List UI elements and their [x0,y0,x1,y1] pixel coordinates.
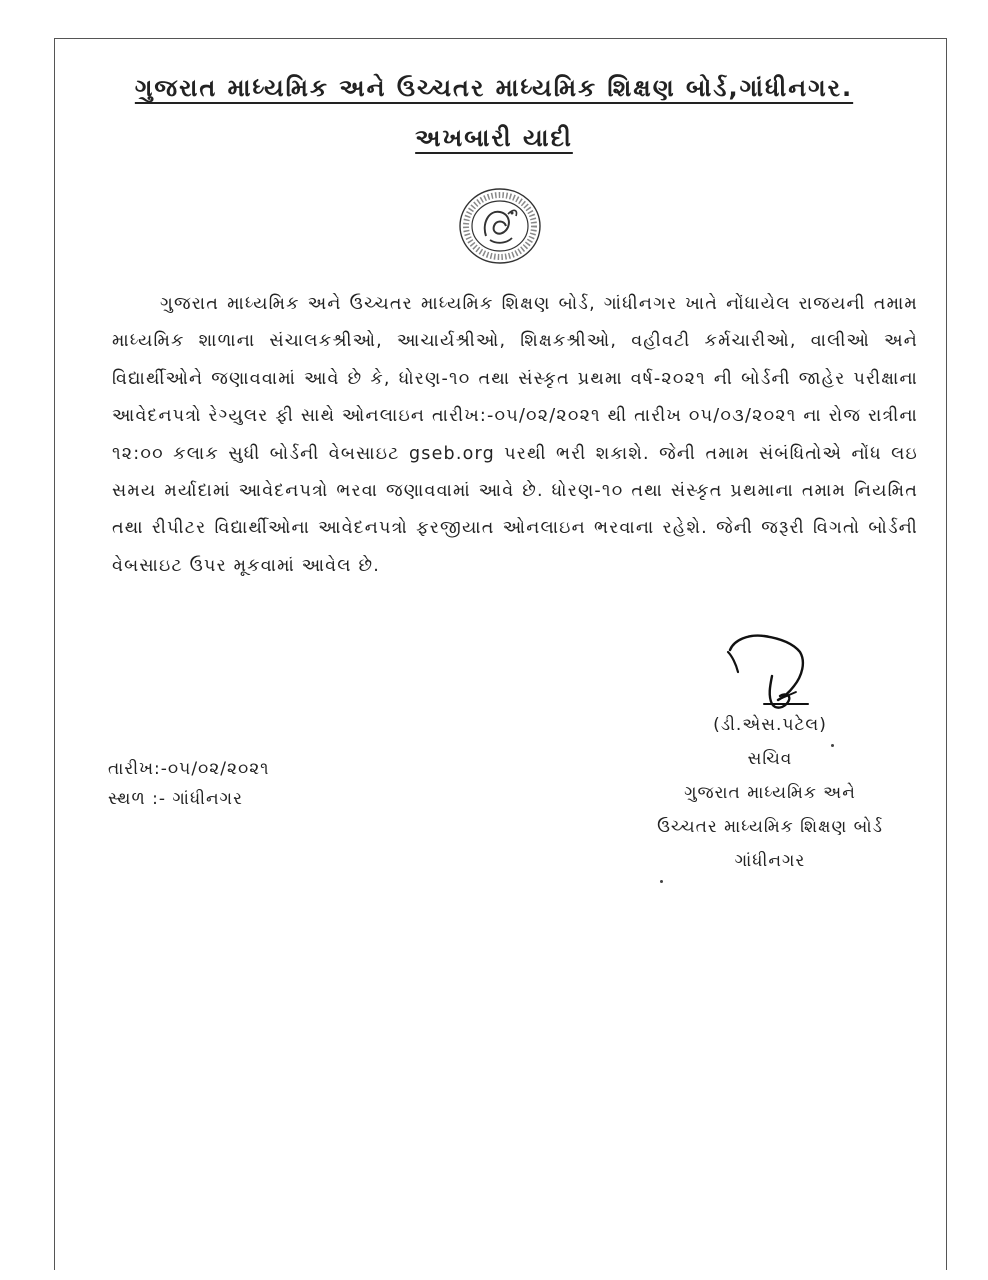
stray-mark [831,744,834,747]
signatory-city: ગાંધીનગર [734,851,806,871]
signatory-org-line2: ઉચ્ચતર માધ્યમિક શિક્ષણ બોર્ડ [657,817,883,837]
signatory-name: (ડી.એસ.પટેલ) [713,715,827,735]
signatory-block [640,708,900,878]
stray-mark [660,880,663,883]
date-place-block [108,754,270,814]
signatory-org-line1: ગુજરાત માધ્યમિક અને [684,783,856,803]
announcement-body: ગુજરાત માધ્યમિક અને ઉચ્ચતર માધ્યમિક શિક્ષણ બોર્ડ, ગાંધીનગર ખાતે નોંધાયેલ રાજયની તમામ માધ્યમિક શાળાના સંચાલકશ્રીઓ, આચાર્યશ્રીઓ, શિક્ષકશ્રીઓ, વહીવટી કર્મચારીઓ, વાલીઓ અને વિદ્યાર્થીઓને જણાવવામાં આવે છે કે, ધોરણ-૧૦ તથા સંસ્કૃત પ્રથમા વર્ષ-૨૦૨૧ ની બોર્ડની જાહેર પરીક્ષાના આવેદનપત્રો રેગ્યુલર ફી સાથે ઓનલાઇન તારીખ:-૦૫/૦૨/૨૦૨૧ થી તારીખ ૦૫/૦૩/૨૦૨૧ ના રોજ રાત્રીના ૧૨:૦૦ કલાક સુધી બોર્ડની વેબસાઇટ gseb.org પરથી ભરી શકાશે. જેની તમામ સંબંધિતોએ નોંધ લઇ સમય મર્યાદામાં આવેદનપત્રો ભરવા જણાવવામાં આવે છે. ધોરણ-૧૦ તથા સંસ્કૃત પ્રથમાના તમામ નિયમિત તથા રીપીટર વિદ્યાર્થીઓના આવેદનપત્રો ફરજીયાત ઓનલાઇન ભરવાના રહેશે. જેની જરૂરી વિગતો બોર્ડની વેબસાઇટ ઉપર મૂકવામાં આવેલ છે. [112,294,918,576]
page-subtitle [0,124,988,152]
page-subtitle-text: અખબારી યાદી [415,124,573,152]
issue-place: સ્થળ :- ગાંધીનગર [108,789,243,809]
signatory-designation: સચિવ [747,749,793,769]
board-seal-logo [452,186,548,266]
issue-date: તારીખ:-૦૫/૦૨/૨૦૨૧ [108,759,270,779]
page-title-text: ગુજરાત માધ્યમિક અને ઉચ્ચતર માધ્યમિક શિક્ષણ બોર્ડ,ગાંધીનગર. [134,74,854,102]
page-title [0,74,988,102]
signature-image [712,620,832,720]
